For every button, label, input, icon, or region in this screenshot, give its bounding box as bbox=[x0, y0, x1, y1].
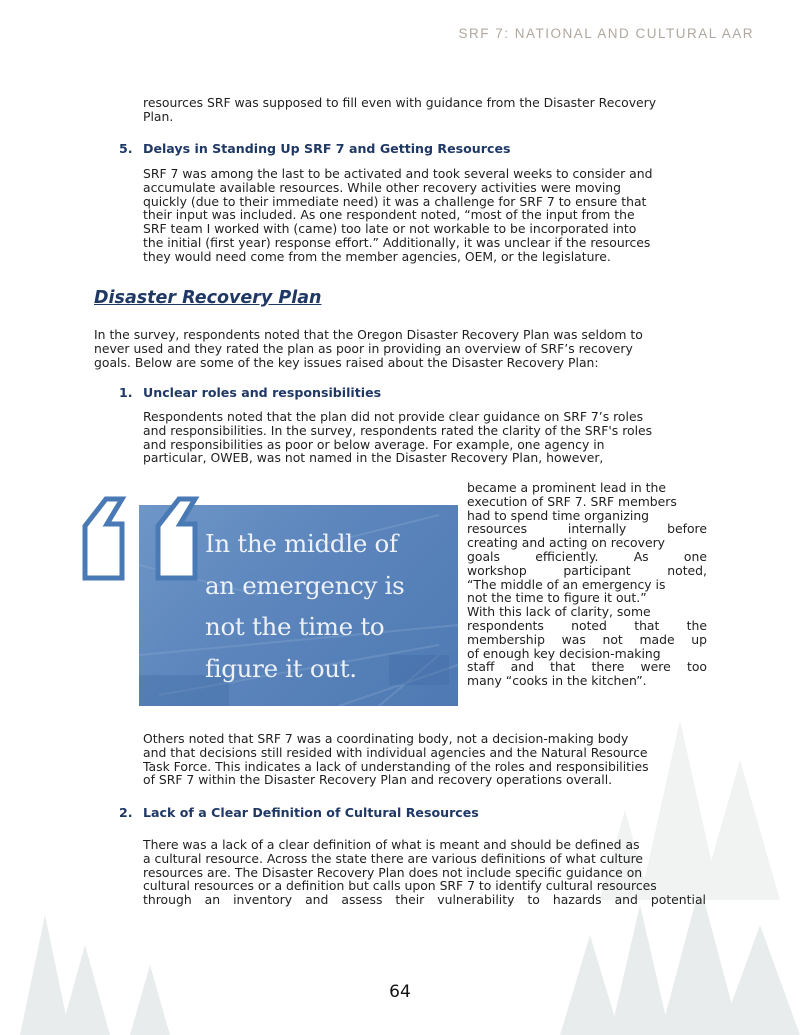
item-1-after-paragraph bbox=[143, 732, 706, 787]
item-number: 1. bbox=[119, 385, 133, 400]
text-line: particular, OWEB, was not named in the Disaster Recovery Plan, however, bbox=[143, 450, 604, 466]
text-line: not the time to figure it out.” bbox=[467, 590, 647, 606]
text-line: resources internally before bbox=[467, 521, 707, 537]
text-line: “The middle of an emergency is bbox=[467, 576, 666, 592]
text-line: never used and they rated the plan as poor in providing an overview of SRF’s recovery bbox=[94, 340, 633, 356]
page-number: 64 bbox=[389, 982, 411, 1002]
item-2-paragraph bbox=[143, 838, 706, 907]
text-line: creating and acting on recovery bbox=[467, 535, 666, 551]
quote-line: an emergency is bbox=[205, 570, 405, 600]
item-title: Unclear roles and responsibilities bbox=[143, 385, 382, 400]
section-title: Disaster Recovery Plan bbox=[94, 288, 322, 308]
text-line: resources are. The Disaster Recovery Plan does not include specific guidance on bbox=[143, 864, 643, 880]
text-line: had to spend time organizing bbox=[467, 507, 650, 523]
quote-line: not the time to bbox=[205, 612, 385, 641]
text-line: the initial (first year) response effort.” Additionally, it was unclear if the resources bbox=[143, 234, 651, 250]
intro-paragraph bbox=[143, 96, 706, 124]
item-2-heading bbox=[119, 805, 479, 820]
text-line: With this lack of clarity, some bbox=[467, 604, 651, 620]
text-line: Others noted that SRF 7 was a coordinating body, not a decision-making body bbox=[143, 731, 629, 746]
text-line: goals. Below are some of the key issues raised about the Disaster Recovery Plan: bbox=[94, 354, 599, 370]
text-line: quickly (due to their immediate need) it was a challenge for SRF 7 to ensure that bbox=[143, 193, 647, 209]
quote-line: figure it out. bbox=[205, 653, 357, 683]
text-line: of enough key decision-making bbox=[467, 645, 661, 661]
text-line: Respondents noted that the plan did not provide clear guidance on SRF 7’s roles bbox=[143, 409, 644, 424]
section-intro-paragraph bbox=[94, 328, 706, 369]
text-line: membership was not made up bbox=[467, 631, 707, 647]
text-line: Task Force. This indicates a lack of understanding of the roles and responsibilities bbox=[143, 758, 649, 774]
text-line: In the survey, respondents noted that the Oregon Disaster Recovery Plan was seldom to bbox=[94, 327, 643, 342]
running-header: SRF 7: NATIONAL AND CULTURAL AAR bbox=[458, 26, 754, 41]
item-1-wrapped-text bbox=[467, 481, 707, 688]
text-line: became a prominent lead in the bbox=[467, 480, 666, 495]
item-title: Lack of a Clear Definition of Cultural Resources bbox=[143, 805, 479, 820]
item-5-paragraph bbox=[143, 167, 706, 264]
item-5-heading bbox=[119, 141, 511, 156]
text-line: goals efficiently. As one bbox=[467, 548, 707, 564]
text-line: and that decisions still resided with individual agencies and the Natural Resource bbox=[143, 744, 648, 760]
text-line: and responsibilities. In the survey, respondents rated the clarity of the SRF's roles bbox=[143, 422, 653, 438]
text-line: Plan. bbox=[143, 108, 174, 124]
pull-quote-text bbox=[205, 523, 404, 689]
text-line: of SRF 7 within the Disaster Recovery Plan and recovery operations overall. bbox=[143, 772, 613, 788]
item-number: 2. bbox=[119, 805, 133, 820]
text-line: staff and that there were too bbox=[467, 659, 707, 675]
text-line: many “cooks in the kitchen”. bbox=[467, 673, 647, 689]
text-line: SRF 7 was among the last to be activated and took several weeks to consider and bbox=[143, 166, 653, 181]
item-number: 5. bbox=[119, 141, 133, 156]
text-line: their input was included. As one respondent noted, “most of the input from the bbox=[143, 207, 635, 223]
text-line: they would need come from the member agencies, OEM, or the legislature. bbox=[143, 248, 611, 264]
item-1-heading bbox=[119, 385, 381, 400]
item-title: Delays in Standing Up SRF 7 and Getting Resources bbox=[143, 141, 511, 156]
text-line: accumulate available resources. While other recovery activities were moving bbox=[143, 179, 621, 195]
text-line: and responsibilities as poor or below average. For example, one agency in bbox=[143, 436, 605, 452]
text-line: SRF team I worked with (came) too late or not workable to be incorporated into bbox=[143, 221, 637, 237]
quote-line: In the middle of bbox=[205, 529, 398, 558]
quote-mark-icon bbox=[82, 496, 222, 586]
item-1-paragraph bbox=[143, 410, 706, 465]
text-line: respondents noted that the bbox=[467, 617, 707, 633]
text-line: through an inventory and assess their vulnerability to hazards and potential bbox=[143, 892, 706, 908]
text-line: There was a lack of a clear definition of what is meant and should be defined as bbox=[143, 837, 640, 852]
text-line: a cultural resource. Across the state there are various definitions of what culture bbox=[143, 850, 644, 866]
text-line: workshop participant noted, bbox=[467, 562, 707, 578]
text-line: execution of SRF 7. SRF members bbox=[467, 493, 677, 509]
text-line: resources SRF was supposed to fill even with guidance from the Disaster Recovery bbox=[143, 95, 657, 110]
text-line: cultural resources or a definition but calls upon SRF 7 to identify cultural resources bbox=[143, 878, 657, 894]
